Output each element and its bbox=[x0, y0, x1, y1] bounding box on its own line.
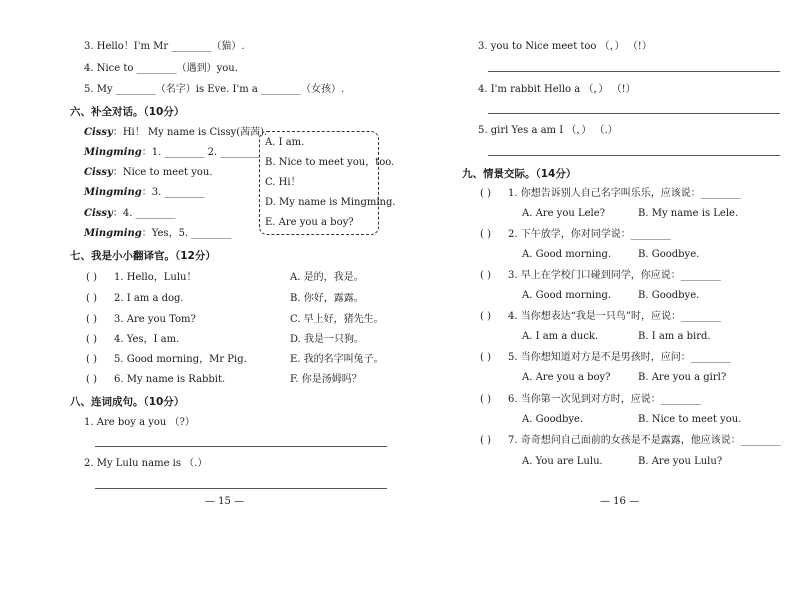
option-b: B. Are you Lulu? bbox=[638, 456, 723, 467]
translate-zh: A. 是的，我是。 bbox=[290, 272, 364, 283]
translate-en: 2. I am a dog. bbox=[114, 293, 184, 304]
option-d: D. My name is Mingming. bbox=[265, 197, 396, 208]
answer-paren[interactable]: ( ) bbox=[86, 314, 97, 325]
option-b: B. Are you a girl? bbox=[638, 372, 727, 383]
page-number: — 16 — bbox=[600, 496, 640, 507]
answer-paren[interactable]: ( ) bbox=[480, 270, 491, 281]
option-b: B. Goodbye. bbox=[638, 249, 700, 260]
option-e: E. Are you a boy? bbox=[265, 217, 354, 228]
answer-line[interactable] bbox=[488, 71, 780, 72]
answer-paren[interactable]: ( ) bbox=[86, 374, 97, 385]
dialog-line: Cissy：4. ________ bbox=[84, 208, 176, 219]
option-b: B. Nice to meet you. bbox=[638, 414, 742, 425]
dialog-line: Cissy：Hi！ My name is Cissy(茜茜). bbox=[84, 127, 268, 138]
option-b: B. Nice to meet you，too. bbox=[265, 157, 395, 168]
word-order-item: 5. girl Yes a am I （，） （.） bbox=[478, 125, 618, 136]
right-page bbox=[400, 0, 800, 589]
situation-question: 2. 下午放学，你对同学说：________ bbox=[508, 229, 671, 240]
translate-en: 1. Hello，Lulu！ bbox=[114, 272, 197, 283]
section-7-title: 七、我是小小翻译官。（12分） bbox=[70, 250, 216, 262]
translate-zh: B. 你好，露露。 bbox=[290, 293, 364, 304]
translate-en: 6. My name is Rabbit. bbox=[114, 374, 226, 385]
answer-paren[interactable]: ( ) bbox=[480, 311, 491, 322]
answer-line[interactable] bbox=[95, 446, 387, 447]
section-9-title: 九、情景交际。（14分） bbox=[462, 168, 577, 180]
fill-item-3: 3. Hello！I'm Mr ________（猫）. bbox=[84, 41, 245, 52]
word-order-item: 2. My Lulu name is （.） bbox=[84, 458, 208, 469]
option-a: A. Good morning. bbox=[522, 249, 612, 260]
answer-line[interactable] bbox=[488, 155, 780, 156]
translate-en: 3. Are you Tom? bbox=[114, 314, 196, 325]
answer-paren[interactable]: ( ) bbox=[86, 354, 97, 365]
option-a: A. I am a duck. bbox=[522, 331, 599, 342]
translate-zh: F. 你是汤姆吗？ bbox=[290, 374, 362, 385]
option-a: A. Are you Lele? bbox=[522, 208, 606, 219]
answer-paren[interactable]: ( ) bbox=[480, 394, 491, 405]
situation-question: 7. 奇奇想问自己面前的女孩是不是露露，他应该说：________ bbox=[508, 435, 781, 446]
option-b: B. Goodbye. bbox=[638, 290, 700, 301]
word-order-item: 1. Are boy a you （?） bbox=[84, 417, 195, 428]
word-order-item: 4. I'm rabbit Hello a （，） （!） bbox=[478, 84, 636, 95]
situation-question: 5. 当你想知道对方是不是男孩时，应问：________ bbox=[508, 352, 731, 363]
section-8-title: 八、连词成句。（10分） bbox=[70, 396, 185, 408]
answer-paren[interactable]: ( ) bbox=[480, 435, 491, 446]
situation-question: 3. 早上在学校门口碰到同学，你应说：________ bbox=[508, 270, 721, 281]
translate-zh: E. 我的名字叫兔子。 bbox=[290, 354, 384, 365]
answer-line[interactable] bbox=[488, 113, 780, 114]
dialog-line: Mingming：3. ________ bbox=[84, 187, 205, 198]
answer-paren[interactable]: ( ) bbox=[86, 272, 97, 283]
translate-zh: D. 我是一只狗。 bbox=[290, 334, 365, 345]
situation-question: 1. 你想告诉别人自己名字叫乐乐，应该说：________ bbox=[508, 188, 741, 199]
answer-paren[interactable]: ( ) bbox=[86, 334, 97, 345]
option-a: A. You are Lulu. bbox=[522, 456, 603, 467]
option-a: A. Good morning. bbox=[522, 290, 612, 301]
fill-item-5: 5. My ________（名字）is Eve. I'm a ________（女孩）. bbox=[84, 84, 345, 95]
translate-en: 5. Good morning，Mr Pig. bbox=[114, 354, 247, 365]
option-a: A. Goodbye. bbox=[522, 414, 584, 425]
translate-zh: C. 早上好，猪先生。 bbox=[290, 314, 384, 325]
answer-paren[interactable]: ( ) bbox=[480, 352, 491, 363]
page-number: — 15 — bbox=[205, 496, 245, 507]
option-b: B. I am a bird. bbox=[638, 331, 711, 342]
dialog-options-box bbox=[259, 131, 396, 235]
situation-question: 4. 当你想表达“我是一只鸟”时，应说：________ bbox=[508, 311, 721, 322]
dialog-line: Mingming：Yes，5. ________ bbox=[84, 228, 232, 239]
word-order-item: 3. you to Nice meet too （，） （!） bbox=[478, 41, 652, 52]
answer-paren[interactable]: ( ) bbox=[480, 229, 491, 240]
option-c: C. Hi！ bbox=[265, 177, 301, 188]
answer-line[interactable] bbox=[95, 488, 387, 489]
section-6-title: 六、补全对话。（10分） bbox=[70, 106, 185, 118]
fill-item-4: 4. Nice to ________（遇到）you. bbox=[84, 63, 238, 74]
option-a: A. Are you a boy? bbox=[522, 372, 611, 383]
option-a: A. I am. bbox=[265, 137, 305, 148]
answer-paren[interactable]: ( ) bbox=[86, 293, 97, 304]
dialog-line: Cissy：Nice to meet you. bbox=[84, 167, 213, 178]
situation-question: 6. 当你第一次见到对方时，应说：________ bbox=[508, 394, 701, 405]
dialog-line: Mingming：1. ________ 2. ________ bbox=[84, 147, 261, 158]
option-b: B. My name is Lele. bbox=[638, 208, 739, 219]
answer-paren[interactable]: ( ) bbox=[480, 188, 491, 199]
translate-en: 4. Yes，I am. bbox=[114, 334, 180, 345]
